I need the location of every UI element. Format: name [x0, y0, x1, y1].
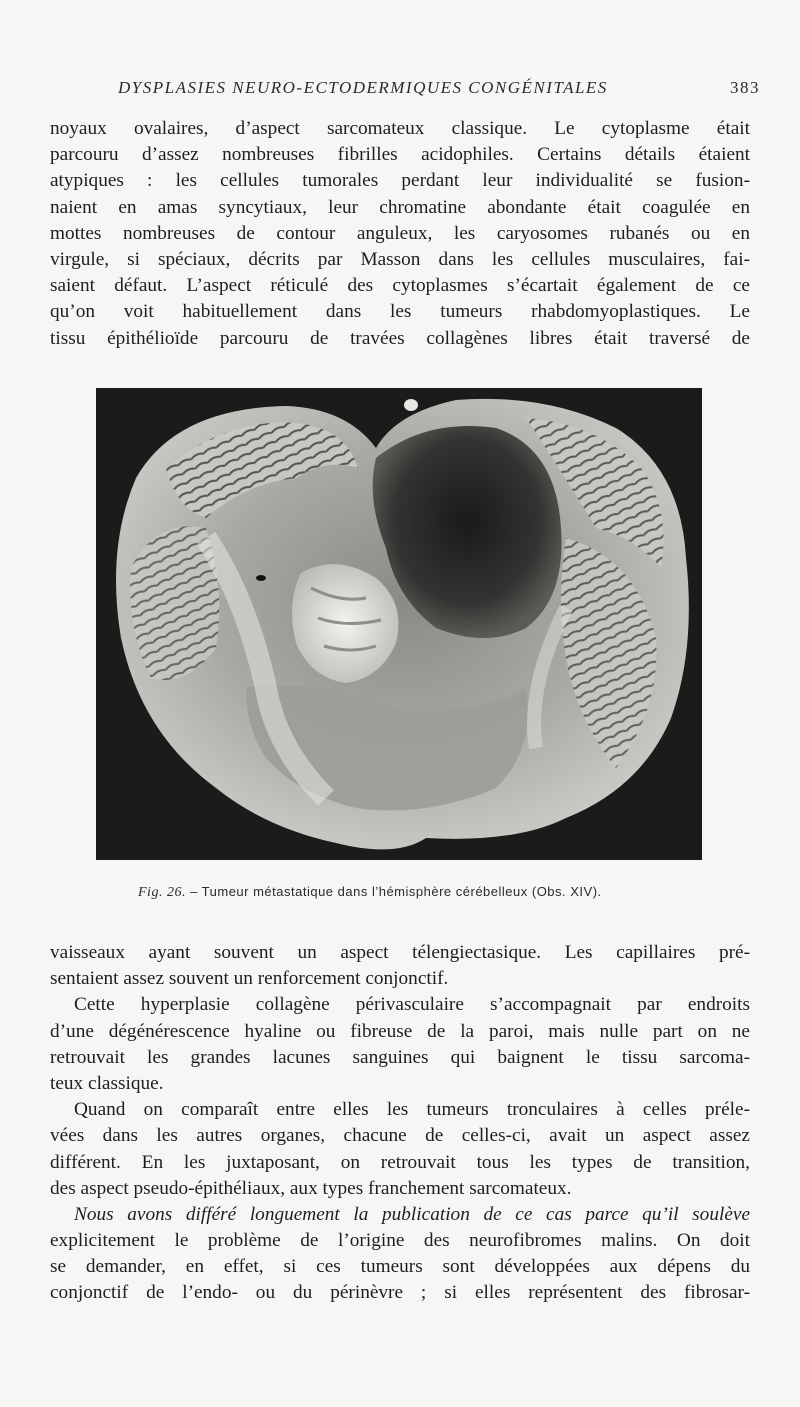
text-line: Nous avons différé longuement la publication de ce cas parce qu’il soulève — [74, 1203, 750, 1225]
text-line: tissu épithélioïde parcouru de travées collagènes libres était traversé de — [50, 327, 750, 349]
text-line: mottes nombreuses de contour anguleux, les caryosomes rubanés ou en — [50, 222, 750, 244]
text-line: parcouru d’assez nombreuses fibrilles acidophiles. Certains détails étaient — [50, 144, 750, 166]
figure-photograph — [96, 388, 702, 860]
text-line: vées dans les autres organes, chacune de celles-ci, avait un aspect assez — [50, 1125, 750, 1147]
text-line: explicitement le problème de l’origine des neurofibromes malins. On doit — [50, 1230, 750, 1252]
text-line: saient défaut. L’aspect réticulé des cytoplasmes s’écartait également de ce — [50, 275, 750, 297]
text-line: Quand on comparaît entre elles les tumeurs tronculaires à celles préle- — [74, 1099, 750, 1121]
text-line: naient en amas syncytiaux, leur chromatine abondante était coagulée en — [50, 196, 750, 218]
text-line: qu’on voit habituellement dans les tumeurs rhabdomyoplastiques. Le — [50, 301, 750, 323]
figure-label: Fig. 26. — [138, 885, 186, 900]
running-head — [50, 78, 760, 102]
text-line: sentaient assez souvent un renforcement conjonctif. — [50, 968, 449, 990]
text-line: conjonctif de l’endo- ou du périnèvre ; si elles représentent des fibrosar- — [50, 1282, 750, 1304]
text-line: noyaux ovalaires, d’aspect sarcomateux classique. Le cytoplasme était — [50, 118, 750, 139]
text-line: retrouvait les grandes lacunes sanguines qui baignent le tissu sarcoma- — [50, 1046, 750, 1068]
running-title: DYSPLASIES NEURO-ECTODERMIQUES CONGÉNITALES — [118, 78, 608, 97]
text-line: des aspect pseudo-épithéliaux, aux types franchement sarcomateux. — [50, 1177, 572, 1199]
paragraph-top — [50, 116, 750, 352]
text-line: se demander, en effet, si ces tumeurs sont développées aux dépens du — [50, 1256, 750, 1278]
paragraph-bottom — [50, 940, 750, 1307]
figure-caption — [138, 884, 698, 901]
text-line: Cette hyperplasie collagène périvasculaire s’accompagnait par endroits — [74, 994, 750, 1016]
text-line: virgule, si spéciaux, décrits par Masson dans les cellules musculaires, fai- — [50, 248, 750, 270]
text-line: atypiques : les cellules tumorales perdant leur individualité se fusion- — [50, 170, 750, 192]
cerebellum-section-photo — [96, 388, 702, 860]
caption-text: – Tumeur métastatique dans l’hémisphère cérébelleux (Obs. XIV). — [190, 884, 602, 899]
page-number: 383 — [730, 78, 760, 97]
text-line: teux classique. — [50, 1072, 164, 1094]
text-line: vaisseaux ayant souvent un aspect télengiectasique. Les capillaires pré- — [50, 942, 750, 963]
text-line: d’une dégénérescence hyaline ou fibreuse de la paroi, mais nulle part on ne — [50, 1020, 750, 1042]
text-line: différent. En les juxtaposant, on retrouvait tous les types de transition, — [50, 1151, 750, 1173]
